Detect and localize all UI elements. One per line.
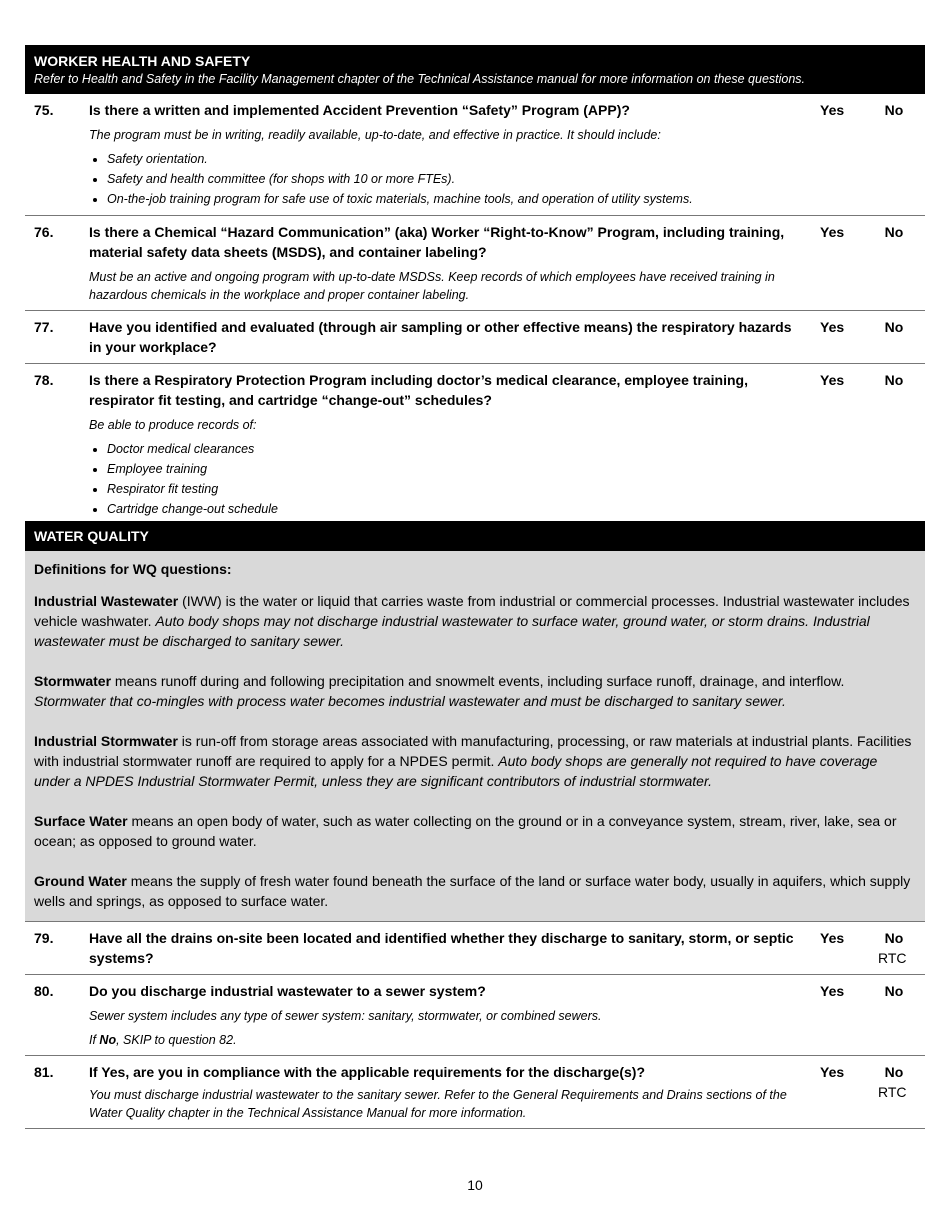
- definition-term: Industrial Stormwater: [34, 733, 178, 749]
- yes-option[interactable]: Yes: [820, 319, 845, 335]
- skip-instruction: If No, SKIP to question 82.: [89, 1033, 237, 1047]
- question-row-79: [25, 922, 925, 975]
- definition-paragraph: [34, 591, 916, 651]
- question-number: 76.: [34, 224, 54, 240]
- yes-option[interactable]: Yes: [820, 983, 845, 999]
- question-text: Is there a written and implemented Accident Prevention “Safety” Program (APP)?: [89, 102, 630, 118]
- list-item: • Cartridge change-out schedule: [107, 499, 799, 519]
- no-option[interactable]: No: [884, 983, 904, 999]
- no-option[interactable]: No: [884, 319, 904, 335]
- question-text: Have all the drains on-site been located and identified whether they discharge to sanitary, storm, or septic systems?: [89, 930, 794, 966]
- question-text: Is there a Respiratory Protection Program including doctor’s medical clearance, employee training, respirator fit testing, and cartridge “change-out” schedules?: [89, 372, 748, 408]
- health-safety-header: [25, 45, 925, 94]
- list-item: • Safety and health committee (for shops with 10 or more FTEs).: [107, 169, 799, 189]
- list-item: • Safety orientation.: [107, 149, 799, 169]
- no-option[interactable]: No: [884, 372, 904, 388]
- list-item: • Respirator fit testing: [107, 479, 799, 499]
- rtc-label: RTC: [878, 1084, 907, 1100]
- question-row-81: [25, 1056, 925, 1129]
- question-text: If Yes, are you in compliance with the applicable requirements for the discharge(s)?: [89, 1064, 646, 1080]
- definition-text: (IWW) is the water or liquid that carries waste from industrial or commercial processes. Industrial wastewater includes vehicle washwater.: [34, 593, 910, 629]
- question-number: 81.: [34, 1064, 54, 1080]
- page-number: 10: [467, 1177, 483, 1193]
- definition-term: Industrial Wastewater: [34, 593, 179, 609]
- question-note: Be able to produce records of:: [89, 418, 257, 432]
- definition-text: means the supply of fresh water found beneath the surface of the land or surface water body, usually in aquifers, which supply wells and springs, as opposed to surface water.: [34, 873, 911, 909]
- question-row-76: [25, 216, 925, 311]
- question-number: 79.: [34, 930, 54, 946]
- question-note: Must be an active and ongoing program with up-to-date MSDSs. Keep records of which employees have received training in hazardous chemicals in the workplace and proper container labeling.: [89, 270, 775, 302]
- definition-paragraph: [34, 731, 916, 791]
- checklist-page: [25, 45, 925, 1129]
- list-item: • On-the-job training program for safe use of toxic materials, machine tools, and operation of utility systems.: [107, 189, 799, 209]
- definition-note: Auto body shops are generally not required to have coverage under a NPDES Industrial Stormwater Permit, unless they are significant contributors of industrial stormwater.: [34, 753, 878, 789]
- question-row-78: [25, 364, 925, 521]
- question-text: Is there a Chemical “Hazard Communication” (aka) Worker “Right-to-Know” Program, including training, material safety data sheets (MSDS), and container labeling?: [89, 224, 785, 260]
- question-number: 78.: [34, 372, 54, 388]
- yes-option[interactable]: Yes: [820, 1064, 845, 1080]
- question-number: 75.: [34, 102, 54, 118]
- definition-paragraph: [34, 871, 916, 911]
- definition-term: Surface Water: [34, 813, 128, 829]
- question-note: You must discharge industrial wastewater to the sanitary sewer. Refer to the General Requirements and Drains sections of the Water Quality chapter in the Technical Assistance Manual for more information.: [89, 1088, 787, 1120]
- question-row-77: [25, 311, 925, 364]
- definition-term: Ground Water: [34, 873, 127, 889]
- definition-text: is run-off from storage areas associated with manufacturing, processing, or raw materials at industrial plants. Facilities with industrial stormwater runoff are required to apply for a NPDES permit.: [34, 733, 912, 769]
- list-item: • Doctor medical clearances: [107, 439, 799, 459]
- definition-paragraph: [34, 671, 916, 711]
- yes-option[interactable]: Yes: [820, 224, 845, 240]
- definition-text: means an open body of water, such as water collecting on the ground or in a conveyance system, stream, river, lake, sea or ocean; as opposed to ground water.: [34, 813, 897, 849]
- bullet-list: [89, 439, 799, 519]
- section-subtitle: Refer to Health and Safety in the Facility Management chapter of the Technical Assistance manual for more information on these questions.: [34, 72, 806, 86]
- question-number: 77.: [34, 319, 54, 335]
- definition-text: means runoff during and following precipitation and snowmelt events, including surface runoff, drainage, and interflow.: [111, 673, 845, 689]
- no-option[interactable]: No: [884, 930, 904, 946]
- definition-note: Auto body shops may not discharge industrial wastewater to surface water, ground water, or storm drains. Industrial wastewater must be discharged to sanitary sewer.: [34, 613, 870, 649]
- question-note: Sewer system includes any type of sewer system: sanitary, stormwater, or combined sewers.: [89, 1009, 602, 1023]
- definition-paragraph: [34, 811, 916, 851]
- definitions-title: Definitions for WQ questions:: [34, 561, 232, 577]
- water-quality-header: WATER QUALITY: [25, 521, 925, 551]
- no-option[interactable]: No: [884, 1064, 904, 1080]
- no-option[interactable]: No: [884, 102, 904, 118]
- question-text: Have you identified and evaluated (through air sampling or other effective means) the respiratory hazards in your workplace?: [89, 319, 792, 355]
- question-row-80: [25, 975, 925, 1056]
- yes-option[interactable]: Yes: [820, 102, 845, 118]
- question-number: 80.: [34, 983, 54, 999]
- definition-term: Stormwater: [34, 673, 112, 689]
- no-option[interactable]: No: [884, 224, 904, 240]
- definition-note: Stormwater that co-mingles with process water becomes industrial wastewater and must be discharged to sanitary sewer.: [34, 693, 786, 709]
- question-note: The program must be in writing, readily available, up-to-date, and effective in practice. It should include:: [89, 128, 661, 142]
- question-row-75: [25, 94, 925, 216]
- yes-option[interactable]: Yes: [820, 372, 845, 388]
- definitions-box: [25, 551, 925, 922]
- bullet-list: [89, 149, 799, 209]
- list-item: • Employee training: [107, 459, 799, 479]
- question-text: Do you discharge industrial wastewater to a sewer system?: [89, 983, 486, 999]
- yes-option[interactable]: Yes: [820, 930, 845, 946]
- section-title: WORKER HEALTH AND SAFETY: [34, 53, 251, 69]
- rtc-label: RTC: [878, 950, 907, 966]
